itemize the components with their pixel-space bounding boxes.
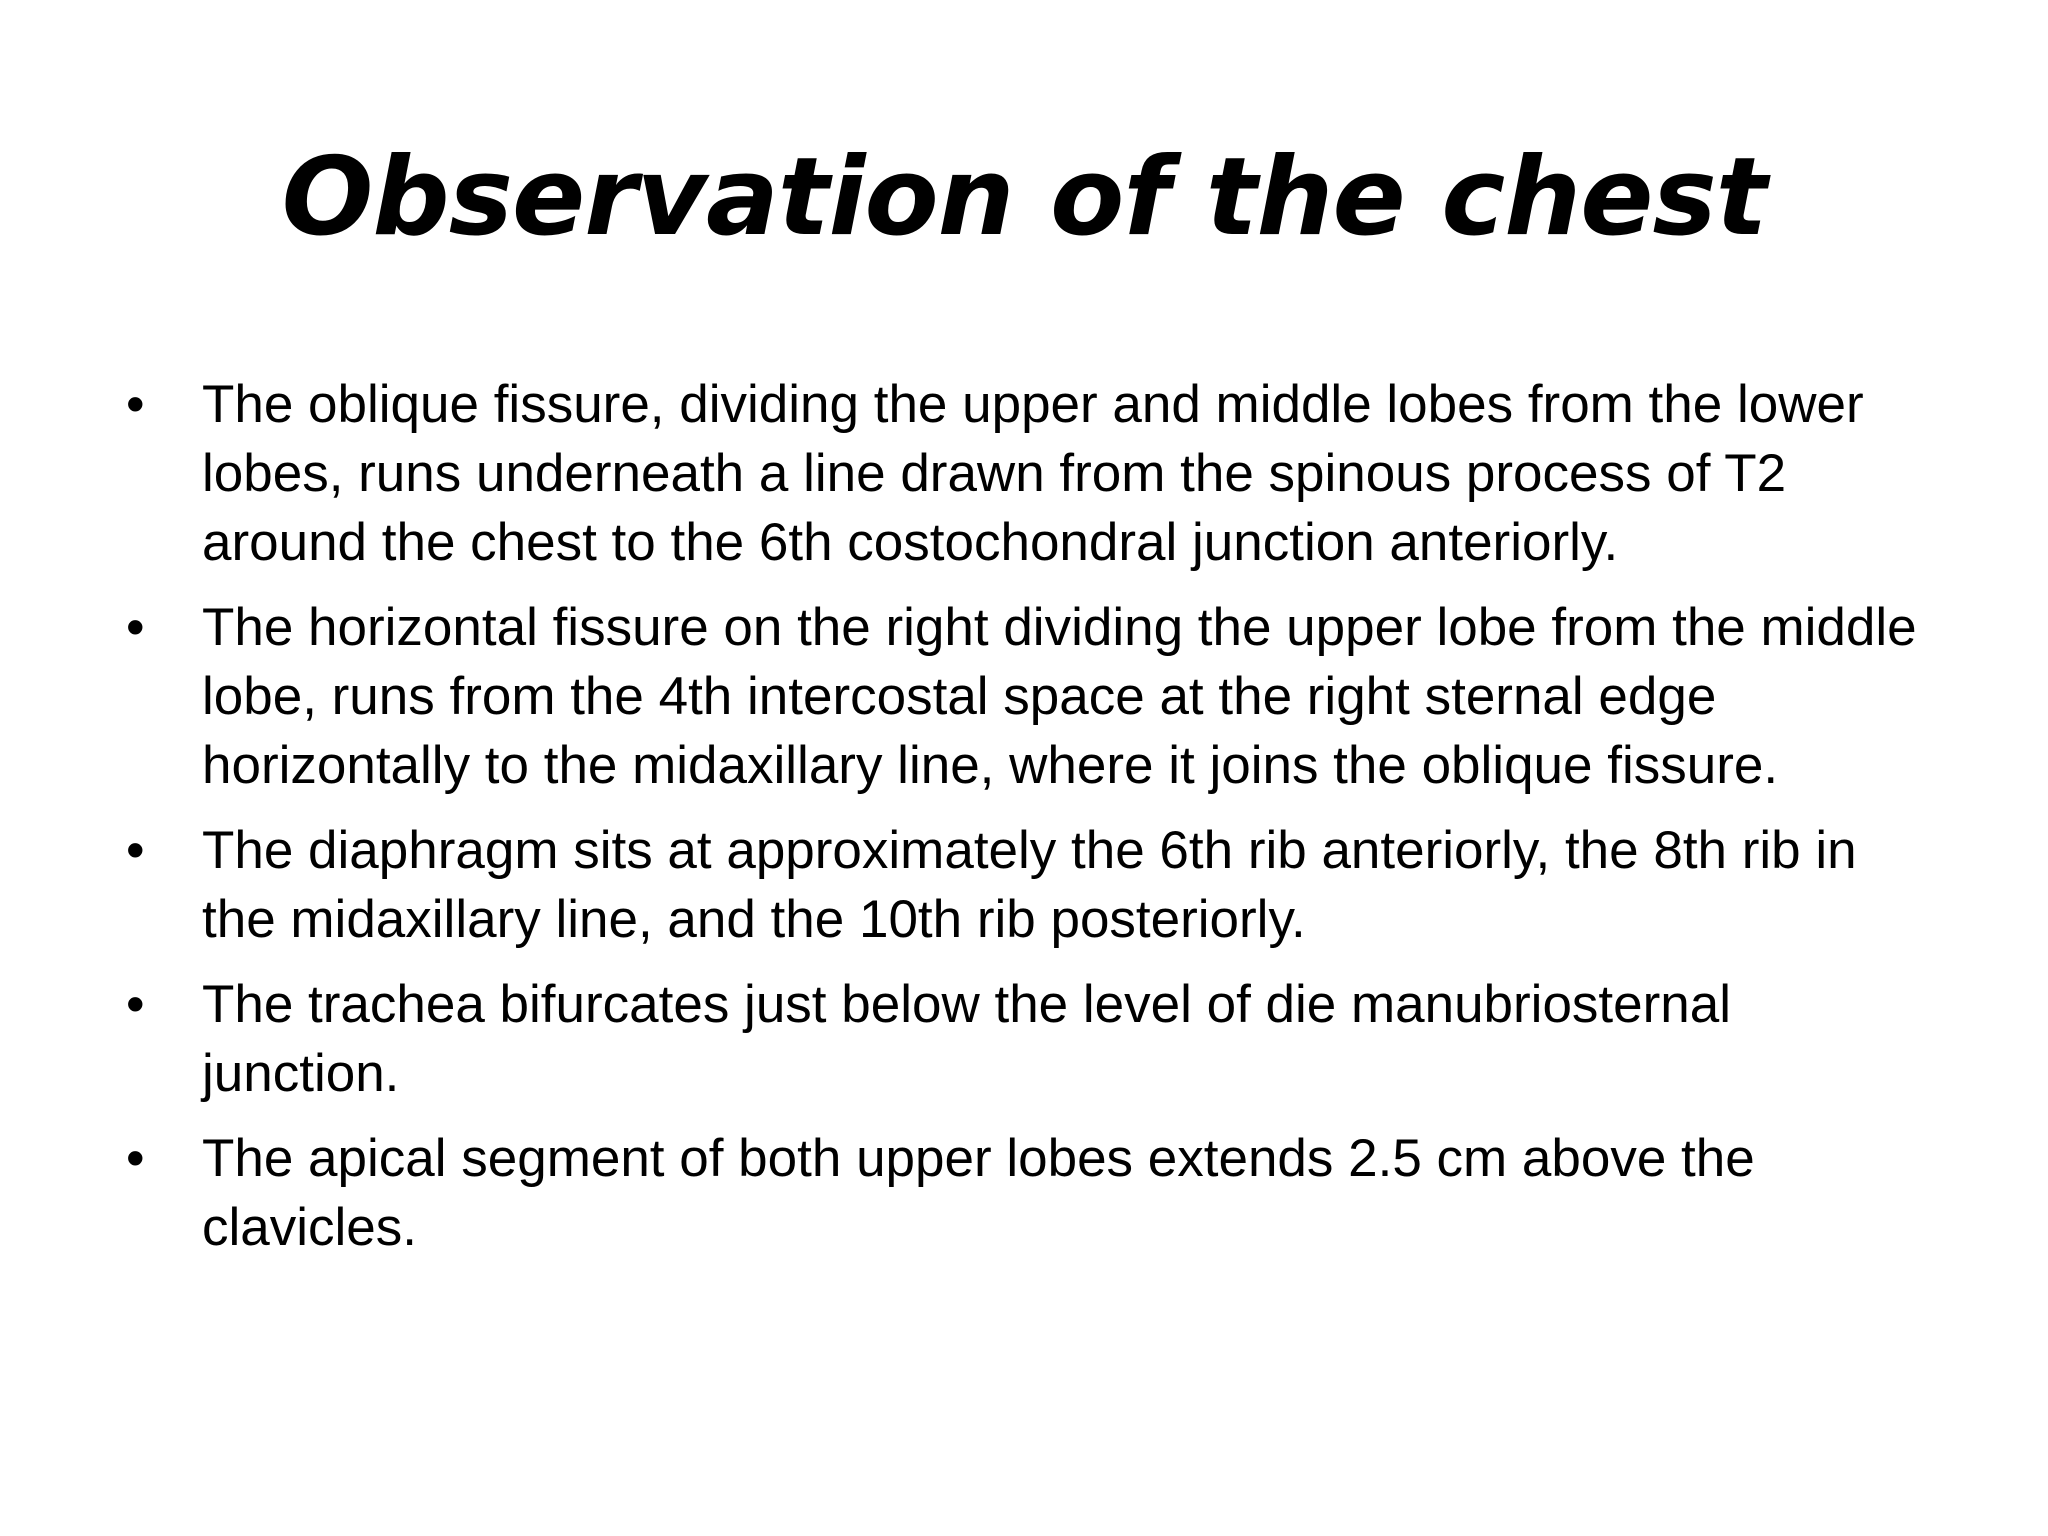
bullet-text: The diaphragm sits at approximately the 6th rib anteriorly, the 8th rib in the midaxillary line, and the 10th rib posteriorly. (202, 821, 1857, 949)
bullet-text: The apical segment of both upper lobes extends 2.5 cm above the clavicles. (202, 1129, 1755, 1257)
bullet-icon: • (126, 975, 145, 1034)
bullet-item-horizontal-fissure (0, 593, 1942, 800)
bullet-text: The horizontal fissure on the right dividing the upper lobe from the middle lobe, runs from the 4th intercostal space at the right sternal edge horizontally to the midaxillary line, where it joins the oblique fissure. (202, 598, 1917, 795)
bullet-icon: • (126, 821, 145, 880)
bullet-text: The oblique fissure, dividing the upper and middle lobes from the lower lobes, runs underneath a line drawn from the spinous process of T2 around the chest to the 6th costochondral junction anteriorly. (202, 375, 1864, 572)
slide-title: Observation of the chest (281, 135, 1767, 260)
bullet-item-oblique-fissure (0, 370, 1942, 577)
bullet-icon: • (126, 375, 145, 434)
bullet-list (0, 370, 2048, 1278)
bullet-item-apical-segment (0, 1124, 1942, 1262)
bullet-item-diaphragm (0, 816, 1942, 954)
bullet-icon: • (126, 598, 145, 657)
bullet-text: The trachea bifurcates just below the level of die manubriosternal junction. (202, 975, 1732, 1103)
bullet-icon: • (126, 1129, 145, 1188)
bullet-item-trachea (0, 970, 1942, 1108)
